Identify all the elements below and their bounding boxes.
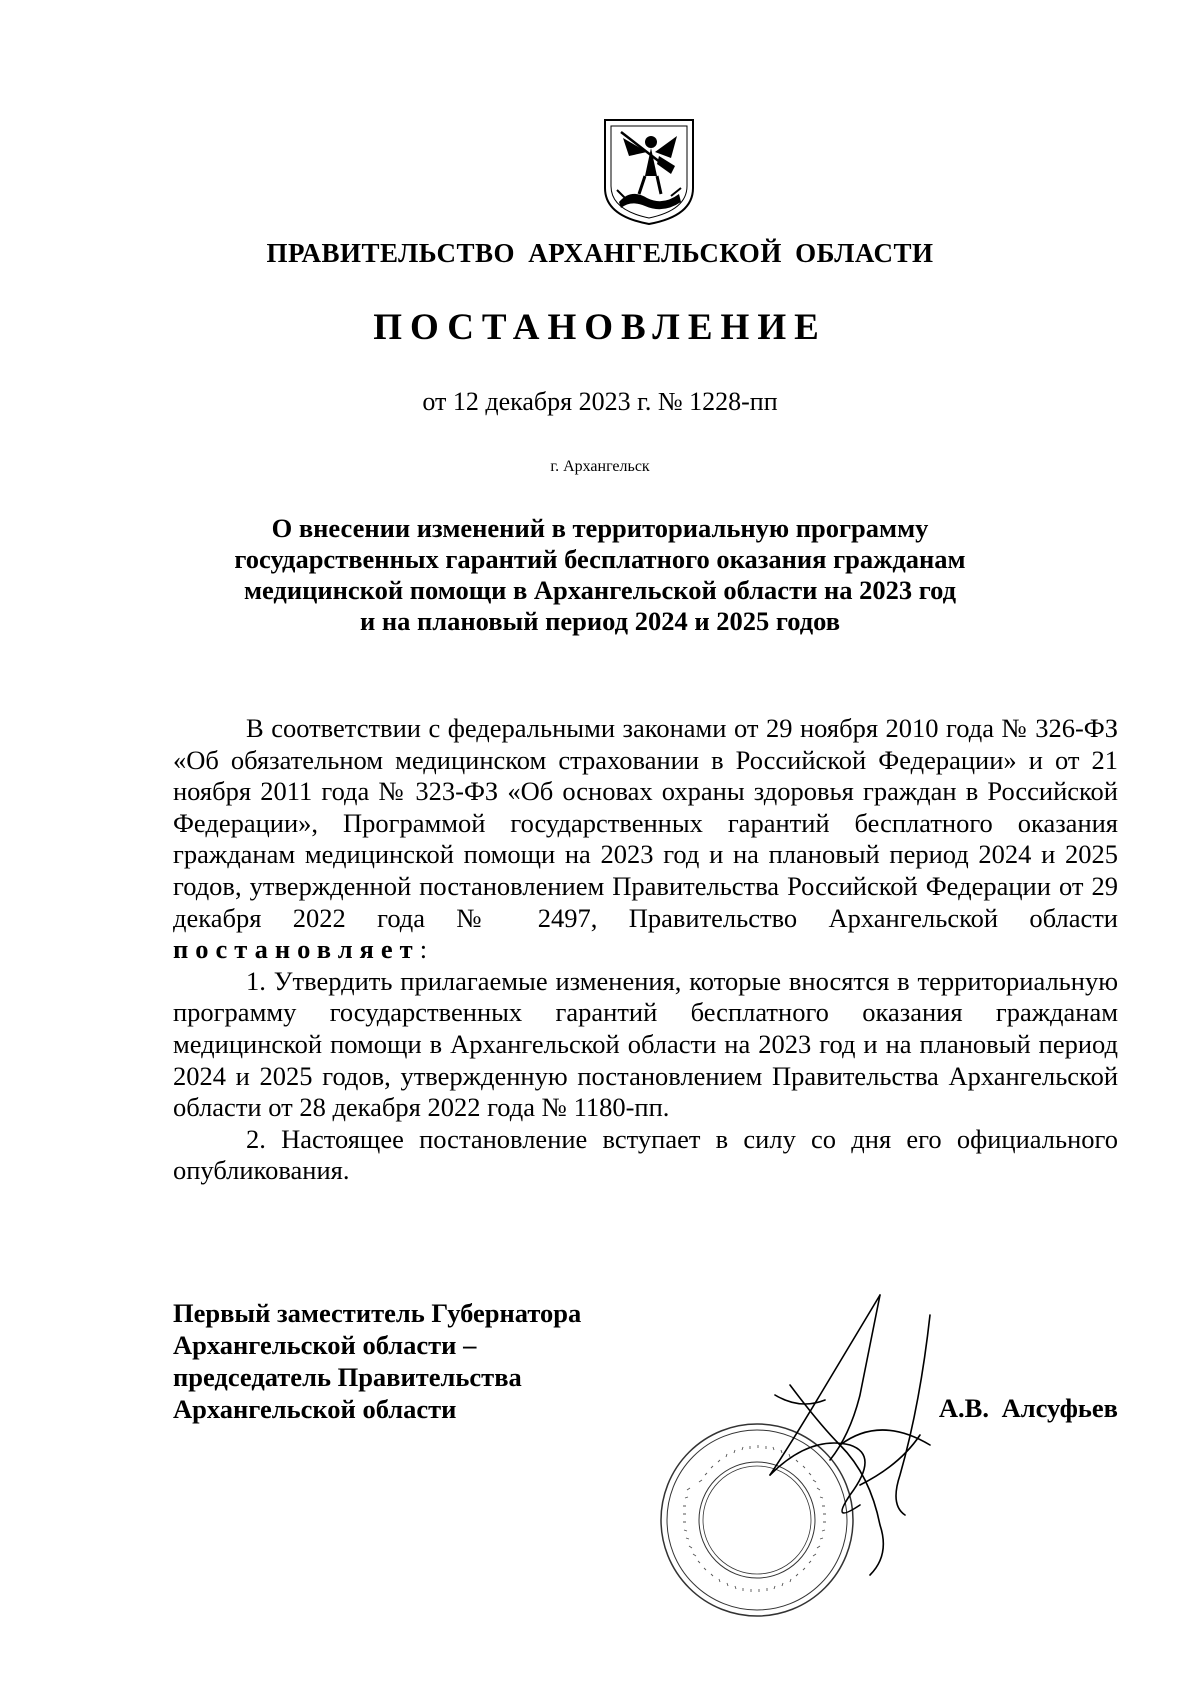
document-date-number: от 12 декабря 2023 г. № 1228-пп (422, 387, 778, 416)
preamble-paragraph (173, 713, 1118, 966)
document-subject (0, 513, 1200, 637)
signer-position-line: Архангельской области – (173, 1330, 477, 1360)
signer-position-line: председатель Правительства (173, 1362, 522, 1392)
subject-line: медицинской помощи в Архангельской области на 2023 год (243, 575, 957, 605)
handwritten-signature-icon (730, 1285, 960, 1585)
decree-word: постановляет (173, 934, 420, 965)
subject-line: О внесении изменений в территориальную программу (271, 513, 929, 543)
item-1-paragraph: 1. Утвердить прилагаемые изменения, которые вносятся в территориальную программу государственных гарантий бесплатного оказания гражданам медицинской помощи в Архангельской области на 2023 год и на плановый период 2024 и 2025 годов, утвержденную постановлением Правительства Архангельской области от 28 декабря 2022 года № 1180-пп. (173, 965, 1118, 1123)
document-city: г. Архангельск (550, 458, 650, 475)
document-type-heading: ПОСТАНОВЛЕНИЕ (373, 307, 827, 348)
signer-position (173, 1297, 581, 1425)
subject-line: и на плановый период 2024 и 2025 годов (359, 606, 841, 636)
preamble-text: В соответствии с федеральными законами от 29 ноября 2010 года № 326-ФЗ «Об обязательном медицинском страховании в Российской Федерации» и от 21 ноября 2011 года № 323-ФЗ «Об основах охраны здоровья граждан в Российской Федерации», Программой государственных гарантий бесплатного оказания гражданам медицинской помощи на 2023 год и на плановый период 2024 и 2025 годов, утвержденной постановлением Правительства Российской Федерации от 29 декабря 2022 года № 2497, Правительство Архангельской области (173, 713, 1118, 933)
government-title: ПРАВИТЕЛЬСТВО АРХАНГЕЛЬСКОЙ ОБЛАСТИ (266, 238, 934, 268)
item-2-paragraph: 2. Настоящее постановление вступает в силу со дня его официального опубликования. (173, 1123, 1118, 1186)
arkhangelsk-coat-of-arms-icon (601, 118, 697, 226)
signer-position-line: Архангельской области (173, 1394, 457, 1424)
document-body (173, 713, 1118, 1187)
decree-colon: : (419, 934, 428, 965)
signer-name: А.В. Алсуфьев (938, 1393, 1118, 1423)
subject-line: государственных гарантий бесплатного оказания гражданам (234, 544, 966, 574)
signer-position-line: Первый заместитель Губернатора (173, 1298, 582, 1328)
